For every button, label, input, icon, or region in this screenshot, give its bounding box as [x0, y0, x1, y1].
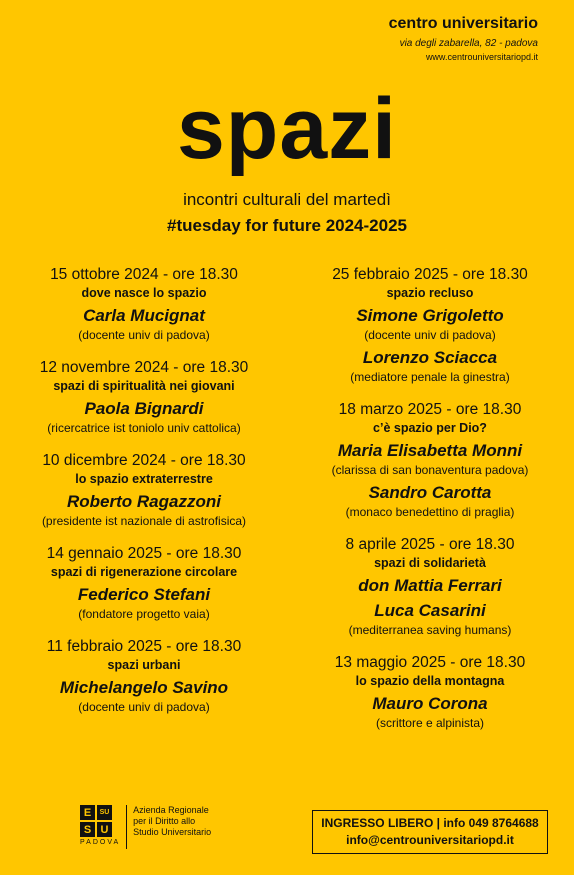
- speaker-name: Lorenzo Sciacca: [362, 348, 498, 367]
- event-block: [290, 535, 570, 639]
- logo-letter: SU: [97, 805, 112, 820]
- speaker-name: Maria Elisabetta Monni: [337, 441, 523, 460]
- info-line: INGRESSO LIBERO | info 049 8764688: [321, 816, 539, 830]
- event-date: 10 dicembre 2024 - ore 18.30: [42, 452, 246, 469]
- speaker-name: Paola Bignardi: [84, 399, 204, 418]
- speaker-role: (mediatore penale la ginestra): [350, 370, 510, 384]
- event-block: [290, 265, 570, 386]
- event-date: 18 marzo 2025 - ore 18.30: [338, 401, 522, 418]
- event-topic: spazi urbani: [107, 658, 181, 672]
- logo-city: PADOVA: [80, 839, 121, 846]
- event-block: [4, 544, 284, 623]
- poster-title: spazi: [176, 81, 398, 177]
- logo-letter: E: [80, 805, 95, 820]
- logo-letter: S: [80, 822, 95, 837]
- logo-text: [133, 805, 211, 838]
- event-date: 25 febbraio 2025 - ore 18.30: [332, 266, 528, 283]
- logo-letter: U: [97, 822, 112, 837]
- poster-subtitle: incontri culturali del martedì: [183, 190, 391, 209]
- event-date: 11 febbraio 2025 - ore 18.30: [46, 638, 242, 655]
- event-topic: spazi di rigenerazione circolare: [50, 565, 238, 579]
- event-block: [4, 358, 284, 437]
- speaker-role: (fondatore progetto vaia): [78, 607, 210, 621]
- event-block: [290, 653, 570, 732]
- speaker-role: (docente univ di padova): [78, 328, 210, 342]
- organizer-name: centro universitario: [388, 15, 538, 32]
- speaker-role: (docente univ di padova): [364, 328, 496, 342]
- speaker-role: (mediterranea saving humans): [348, 623, 512, 637]
- speaker-name: Roberto Ragazzoni: [67, 492, 221, 511]
- organizer-address: via degli zabarella, 82 - padova: [399, 38, 538, 49]
- speaker-name: Simone Grigoletto: [356, 306, 504, 325]
- event-block: [290, 400, 570, 521]
- speaker-role: (clarissa di san bonaventura padova): [331, 463, 529, 477]
- event-topic: c’è spazio per Dio?: [373, 421, 487, 435]
- event-topic: spazi di spiritualità nei giovani: [53, 379, 235, 393]
- event-date: 12 novembre 2024 - ore 18.30: [39, 359, 249, 376]
- speaker-name: Carla Mucignat: [83, 306, 205, 325]
- speaker-name: Luca Casarini: [374, 601, 486, 620]
- organizer-info: [389, 14, 538, 63]
- logo-text-line: Azienda Regionale: [133, 805, 209, 815]
- event-topic: spazi di solidarietà: [374, 556, 486, 570]
- organizer-website[interactable]: www.centrouniversitariopd.it: [425, 52, 538, 62]
- event-block: [4, 637, 284, 716]
- logo-text-line: per il Diritto allo: [133, 816, 196, 826]
- speaker-name: Sandro Carotta: [368, 483, 492, 502]
- event-date: 13 maggio 2025 - ore 18.30: [334, 654, 526, 671]
- speaker-name: Michelangelo Savino: [59, 678, 229, 697]
- events-column-right: [290, 265, 570, 746]
- logo-divider: [126, 805, 127, 849]
- speaker-role: (ricercatrice ist toniolo univ cattolica): [47, 421, 241, 435]
- event-topic: spazio recluso: [386, 286, 474, 300]
- event-block: [4, 451, 284, 530]
- event-topic: lo spazio extraterrestre: [75, 472, 213, 486]
- poster-hashtag: #tuesday for future 2024-2025: [167, 216, 407, 235]
- event-topic: dove nasce lo spazio: [81, 286, 207, 300]
- info-box: [312, 810, 548, 854]
- event-date: 8 aprile 2025 - ore 18.30: [345, 536, 515, 553]
- event-block: [4, 265, 284, 344]
- speaker-name: Mauro Corona: [372, 694, 488, 713]
- speaker-role: (docente univ di padova): [78, 700, 210, 714]
- logo-text-line: Studio Universitario: [133, 827, 212, 837]
- speaker-role: (scrittore e alpinista): [375, 716, 485, 730]
- speaker-name: Federico Stefani: [77, 585, 211, 604]
- events-column-left: [4, 265, 284, 730]
- speaker-name: don Mattia Ferrari: [358, 576, 502, 595]
- esu-logo-mark: [80, 805, 120, 837]
- event-date: 14 gennaio 2025 - ore 18.30: [46, 545, 242, 562]
- speaker-role: (presidente ist nazionale di astrofisica): [41, 514, 247, 528]
- event-date: 15 ottobre 2024 - ore 18.30: [50, 266, 238, 283]
- esu-logo: [80, 805, 211, 849]
- speaker-role: (monaco benedettino di praglia): [345, 505, 515, 519]
- info-email[interactable]: info@centrouniversitariopd.it: [346, 833, 514, 847]
- event-topic: lo spazio della montagna: [355, 674, 505, 688]
